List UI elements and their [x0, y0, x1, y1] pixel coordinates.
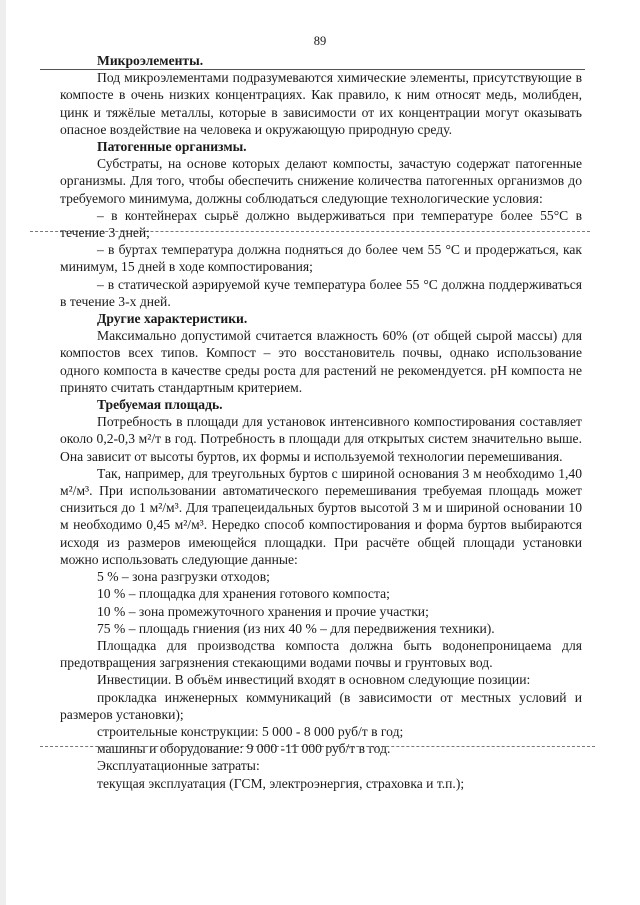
list-item-area-2: 10 % – площадка для хранения готового компоста; [97, 586, 390, 602]
page-number: 89 [313, 34, 327, 48]
heading-pathogens: Патогенные организмы. [97, 139, 247, 155]
scan-edge [0, 0, 6, 905]
paragraph-area-1: Потребность в площади для установок интенсивного компостирования составляет около 0,2-0,3 м²/т в год. Потребность в площади для открытых систем значительно выше. Она зависит от высоты буртов, их формы и используемой технологии перемешивания. [60, 414, 582, 464]
list-item-area-4: 75 % – площадь гниения (из них 40 % – для передвижения техники). [97, 620, 495, 636]
heading-area: Требуемая площадь. [97, 397, 223, 413]
list-item-area-1: 5 % – зона разгрузки отходов; [97, 569, 270, 585]
paragraph-investments-1: прокладка инженерных коммуникаций (в зависимости от местных условий и размеров установки); [60, 689, 582, 722]
paragraph-other: Максимально допустимой считается влажность 60% (от общей сырой массы) для компостов всех типов. Компост – это восстановитель почвы, однако использование одного компоста в качестве среды роста для растений не рекомендуется. pH компоста не принято считать стандартным критерием. [60, 328, 582, 395]
heading-other: Другие характеристики. [97, 311, 248, 327]
paragraph-condition-3: – в статической аэрируемой куче температура более 55 °C должна поддерживаться в течение 3-х дней. [60, 276, 582, 309]
paragraph-condition-1: – в контейнерах сырьё должно выдерживаться при температуре более 55°C в течение 3 дней; [60, 207, 582, 241]
document-body [60, 52, 582, 792]
paragraph-pathogens: Субстраты, на основе которых делают компосты, зачастую содержат патогенные организмы. Для того, чтобы обеспечить снижение количества патогенных организмов до требуемого минимума, должны соблюдаться следующие технологические условия: [60, 156, 582, 206]
paragraph-operating-costs: Эксплуатационные затраты: [97, 758, 260, 774]
paragraph-investments-3: машины и оборудование: 9 000 -11 000 руб/т в год. [97, 741, 391, 757]
paragraph-investments: Инвестиции. В объём инвестиций входят в основном следующие позиции: [97, 672, 531, 688]
heading-microelements: Микроэлементы. [97, 53, 204, 68]
paragraph-microelements: Под микроэлементами подразумеваются химические элементы, присутствующие в компосте в очень низких концентрациях. Как правило, к ним относят медь, молибден, цинк и тяжёлые металлы, которые в зависимости от их концентрации могут оказывать опасное воздействие на человека и окружающую природную среду. [60, 70, 582, 137]
paragraph-investments-2: строительные конструкции: 5 000 - 8 000 руб/т в год; [97, 723, 404, 739]
paragraph-operating-costs-1: текущая эксплуатация (ГСМ, электроэнергия, страховка и т.п.); [97, 775, 465, 791]
paragraph-condition-2: – в буртах температура должна подняться до более чем 55 °C и продержаться, как минимум, 15 дней в ходе компостирования; [60, 242, 582, 275]
paragraph-area-3: Площадка для производства компоста должна быть водонепроницаема для предотвращения загрязнения стекающими водами почвы и грунтовых вод. [60, 637, 582, 671]
list-item-area-3: 10 % – зона промежуточного хранения и прочие участки; [97, 603, 429, 619]
paragraph-area-2: Так, например, для треугольных буртов с шириной основания 3 м необходимо 1,40 м²/м³. При использовании автоматического перемешивания требуемая площадь может снизиться до 1 м²/м³. Для трапецеидальных буртов высотой 3 м и шириной основании 10 м необходимо 0,45 м²/м³. Нередко способ компостирования и форма буртов выбираются исходя из размеров имеющейся площадки. При расчёте общей площади установки можно использовать следующие данные: [60, 465, 582, 567]
